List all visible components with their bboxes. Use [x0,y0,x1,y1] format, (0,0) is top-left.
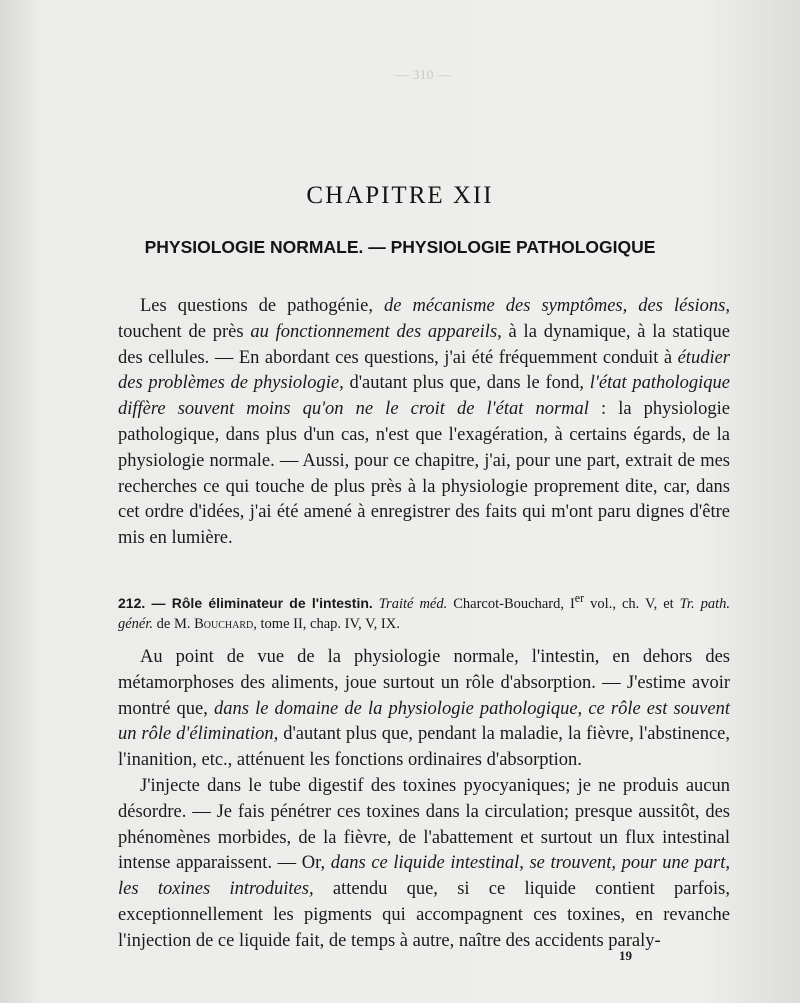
body1-text-2: d'autant plus que, pendant la maladie, la fièvre, l'abstinence, l'inanition, etc., atténuent les fonctions ordinaires d'absorption. [118,724,731,771]
chapter-title: CHAPITRE XII [306,182,494,209]
intro-italic-3: étudier des problèmes de physiologie, [118,347,730,394]
note-italic-1: Traité méd. [378,595,448,612]
intro-italic-2: au fonctionnement des appareils, [250,321,502,342]
signature-mark: 19 [619,948,632,963]
note-superscript: er [574,591,585,605]
note-text-4: , tome II, chap. IV, V, IX. [253,615,400,632]
note-italic-2: Tr. path. génér. [118,595,730,632]
intro-text-1: Les questions de pathogénie, [140,296,385,316]
note-text-1: Charcot-Bouchard, I [447,595,575,612]
intro-text-2: touchent de près [118,321,251,342]
intro-paragraph [118,294,730,552]
section-title: PHYSIOLOGIE NORMALE. — PHYSIOLOGIE PATHOLOGIQUE [144,237,656,257]
body2-text-2: attendu que, si ce liquide contient parfois, exceptionnellement les pigments qui accompagnent ces toxines, en revanche l'injection de ce liquide fait, de temps à autre, naître des accidents paraly- [118,879,731,951]
note-text-2: vol., ch. V, et [584,595,680,612]
body-paragraph-1 [118,645,730,774]
intro-text-3: à la dynamique, à la statique des cellules. — En abordant ces questions, j'ai été fréquemment conduit à [118,321,730,368]
intro-text-4: d'autant plus que, dans le fond, [343,373,590,394]
intro-italic-1: de mécanisme des symptômes, des lésions, [384,296,731,316]
note-author: Bouchard [194,615,254,632]
reference-note [118,588,730,634]
body1-text-1: Au point de vue de la physiologie normale, l'intestin, en dehors des métamorphoses des aliments, joue surtout un rôle d'absorption. — J'estime avoir montré que, [118,647,730,719]
note-text-3: de M. [153,615,195,632]
intro-italic-4: l'état pathologique diffère souvent moins qu'on ne le croit de l'état normal [118,373,730,420]
body-paragraph-2 [118,774,730,955]
intro-text-5: : la physiologie pathologique, dans plus d'un cas, n'est que l'exagération, à certains égards, de la physiologie normale. — Aussi, pour ce chapitre, j'ai, pour une part, extrait de mes recherches ce qui touche de plus près à la physiologie proprement dite, car, dans cet ordre d'idées, j'ai été amené à enregistrer des faits qui m'ont paru dignes d'être mis en lumière. [118,399,730,549]
note-heading: 212. — Rôle éliminateur de l'intestin. [118,594,373,611]
body1-italic-1: dans le domaine de la physiologie pathologique, ce rôle est souvent un rôle d'élimination, [118,698,730,745]
body2-italic-1: dans ce liquide intestinal, se trouvent, pour une part, les toxines introduites, [118,853,730,900]
body2-text-1: J'injecte dans le tube digestif des toxines pyocyaniques; je ne produis aucun désordre. — Je fais pénétrer ces toxines dans la circulation; presque aussitôt, des phénomènes morbides, de la fièvre, de l'abattement et surtout un flux intestinal intense apparaissent. — Or, [118,775,730,874]
running-head: — 310 — [395,68,451,83]
body-paragraphs [118,645,730,955]
